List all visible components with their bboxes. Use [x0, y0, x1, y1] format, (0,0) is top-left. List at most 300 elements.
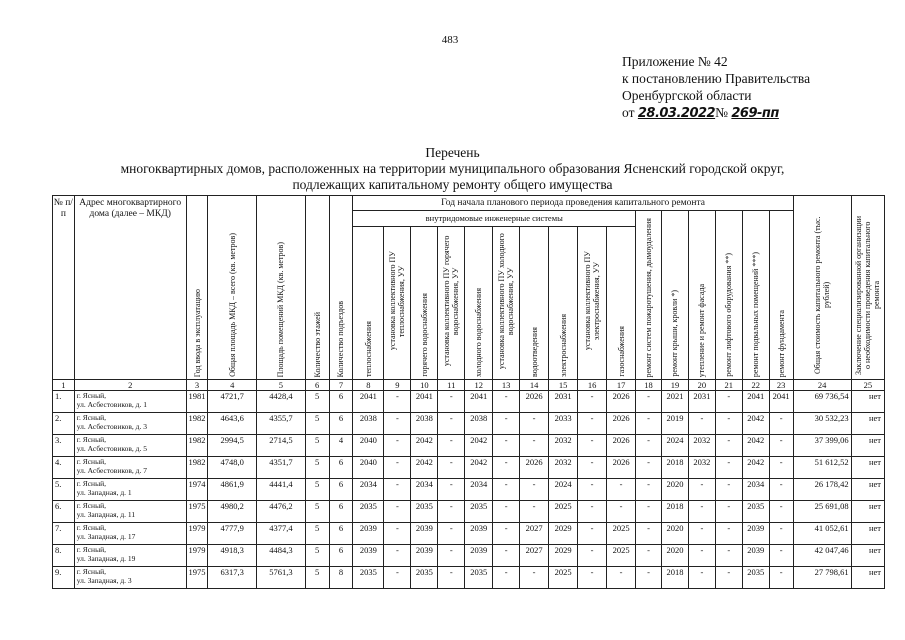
column-index: 9: [384, 380, 411, 391]
row-entrances: 6: [329, 391, 353, 413]
row-repair-year: 2035: [742, 567, 769, 589]
row-conclusion: нет: [851, 457, 884, 479]
row-conclusion: нет: [851, 391, 884, 413]
address-street: ул. Асбестовиков, д. 3: [76, 422, 147, 431]
row-repair-year: -: [715, 391, 742, 413]
row-repair-year: 2042: [742, 457, 769, 479]
row-repair-year: -: [493, 567, 520, 589]
row-number: 1.: [53, 391, 75, 413]
row-repair-year: 2033: [549, 413, 578, 435]
row-repair-year: -: [769, 457, 793, 479]
row-repair-year: 2034: [742, 479, 769, 501]
header-heating-meter: установка коллективного ПУ теплоснабжения, УУ: [384, 226, 411, 379]
row-total-area: 6317,3: [208, 567, 257, 589]
row-repair-year: -: [769, 501, 793, 523]
row-repair-year: -: [578, 501, 607, 523]
row-repair-year: -: [636, 413, 662, 435]
row-repair-year: 2035: [353, 501, 384, 523]
header-total-cost: Общая стоимость капитального ремонта (тыс. рублей): [793, 196, 851, 380]
header-gas: газоснабжения: [607, 226, 636, 379]
row-conclusion: нет: [851, 545, 884, 567]
column-index: 3: [186, 380, 208, 391]
row-total-area: 4918,3: [208, 545, 257, 567]
row-repair-year: -: [578, 457, 607, 479]
column-index: 18: [636, 380, 662, 391]
row-entrances: 6: [329, 457, 353, 479]
row-floors: 5: [305, 545, 329, 567]
row-repair-year: -: [715, 501, 742, 523]
row-repair-year: -: [636, 545, 662, 567]
header-facade: утепление и ремонт фасада: [688, 211, 715, 380]
row-repair-year: 2026: [520, 457, 549, 479]
row-entrances: 4: [329, 435, 353, 457]
row-number: 8.: [53, 545, 75, 567]
address-street: ул. Западная, д. 19: [76, 554, 136, 563]
row-repair-year: -: [384, 567, 411, 589]
address-street: ул. Асбестовиков, д. 7: [76, 466, 147, 475]
table-row: [53, 523, 885, 545]
row-repair-year: 2035: [465, 567, 493, 589]
row-repair-year: -: [688, 567, 715, 589]
row-premises-area: 5761,3: [257, 567, 306, 589]
row-repair-year: 2024: [661, 435, 688, 457]
row-premises-area: 4484,3: [257, 545, 306, 567]
header-roof: ремонт крыши, кровли *): [661, 211, 688, 380]
row-repair-year: -: [715, 567, 742, 589]
row-conclusion: нет: [851, 479, 884, 501]
row-repair-year: 2018: [661, 567, 688, 589]
row-year-built: 1975: [186, 501, 208, 523]
row-repair-year: -: [438, 413, 465, 435]
row-repair-year: 2035: [742, 501, 769, 523]
row-repair-year: 2029: [549, 523, 578, 545]
title-line-1: Перечень: [425, 145, 480, 160]
row-number: 4.: [53, 457, 75, 479]
row-year-built: 1982: [186, 435, 208, 457]
appendix-line-2: к постановлению Правительства: [622, 71, 811, 86]
row-repair-year: -: [607, 567, 636, 589]
header-sewerage: водоотведения: [520, 226, 549, 379]
column-index: 10: [411, 380, 438, 391]
row-repair-year: -: [769, 435, 793, 457]
appendix-line-1: Приложение № 42: [622, 54, 728, 69]
row-repair-year: -: [715, 457, 742, 479]
row-entrances: 8: [329, 567, 353, 589]
column-index: 17: [607, 380, 636, 391]
row-premises-area: 2714,5: [257, 435, 306, 457]
row-total-cost: 37 399,06: [793, 435, 851, 457]
column-index: 5: [257, 380, 306, 391]
row-total-cost: 27 798,61: [793, 567, 851, 589]
row-repair-year: -: [688, 501, 715, 523]
row-repair-year: 2042: [411, 457, 438, 479]
row-repair-year: 2032: [688, 435, 715, 457]
header-basement: ремонт подвальных помещений ***): [742, 211, 769, 380]
row-repair-year: -: [769, 567, 793, 589]
table-body: [53, 380, 885, 589]
header-engineering-group: внутридомовые инженерные системы: [353, 211, 636, 227]
row-repair-year: -: [493, 457, 520, 479]
row-number: 5.: [53, 479, 75, 501]
row-repair-year: -: [520, 501, 549, 523]
row-repair-year: -: [636, 391, 662, 413]
row-repair-year: -: [578, 391, 607, 413]
row-total-cost: 69 736,54: [793, 391, 851, 413]
row-repair-year: 2039: [465, 545, 493, 567]
row-repair-year: 2042: [742, 435, 769, 457]
row-repair-year: -: [636, 523, 662, 545]
row-repair-year: 2039: [411, 545, 438, 567]
row-repair-year: -: [715, 523, 742, 545]
row-repair-year: 2025: [607, 545, 636, 567]
row-floors: 5: [305, 523, 329, 545]
header-year-built: Год ввода в эксплуатацию: [186, 196, 208, 380]
row-repair-year: -: [715, 479, 742, 501]
appendix-line-3: Оренбургской области: [622, 88, 752, 103]
row-repair-year: 2039: [742, 545, 769, 567]
row-entrances: 6: [329, 479, 353, 501]
row-repair-year: -: [493, 413, 520, 435]
row-total-cost: 51 612,52: [793, 457, 851, 479]
row-repair-year: -: [636, 479, 662, 501]
row-repair-year: 2020: [661, 545, 688, 567]
row-address: [74, 413, 186, 435]
row-year-built: 1974: [186, 479, 208, 501]
row-repair-year: -: [688, 545, 715, 567]
row-year-built: 1982: [186, 457, 208, 479]
header-period-group: Год начала планового периода проведения капитального ремонта: [353, 196, 793, 211]
row-repair-year: -: [578, 567, 607, 589]
row-repair-year: -: [438, 391, 465, 413]
row-repair-year: -: [438, 435, 465, 457]
row-repair-year: -: [578, 413, 607, 435]
row-repair-year: 2042: [411, 435, 438, 457]
header-premises-area: Площадь помещений МКД (кв. метров): [257, 196, 306, 380]
column-index: 1: [53, 380, 75, 391]
appendix-from: от: [622, 105, 635, 120]
row-repair-year: -: [578, 435, 607, 457]
address-city: г. Ясный,: [76, 523, 107, 532]
row-repair-year: 2027: [520, 523, 549, 545]
appendix-line-4: [622, 104, 810, 122]
row-floors: 5: [305, 413, 329, 435]
column-index: 23: [769, 380, 793, 391]
address-street: ул. Западная, д. 17: [76, 532, 136, 541]
row-repair-year: 2042: [465, 457, 493, 479]
row-premises-area: 4355,7: [257, 413, 306, 435]
address-street: ул. Асбестовиков, д. 5: [76, 444, 147, 453]
houses-table: [52, 195, 885, 589]
row-total-area: 4643,6: [208, 413, 257, 435]
row-conclusion: нет: [851, 567, 884, 589]
row-repair-year: -: [520, 435, 549, 457]
row-repair-year: -: [607, 501, 636, 523]
row-repair-year: -: [578, 545, 607, 567]
header-cold-water-meter: установка коллективного ПУ холодного водоснабжения, УУ: [493, 226, 520, 379]
header-floors: Количество этажей: [305, 196, 329, 380]
row-repair-year: 2025: [549, 567, 578, 589]
address-city: г. Ясный,: [76, 457, 107, 466]
column-index: 19: [661, 380, 688, 391]
row-premises-area: 4351,7: [257, 457, 306, 479]
row-repair-year: -: [578, 523, 607, 545]
table-row: [53, 435, 885, 457]
row-total-area: 4721,7: [208, 391, 257, 413]
row-repair-year: 2031: [549, 391, 578, 413]
row-repair-year: 2018: [661, 501, 688, 523]
row-repair-year: -: [636, 567, 662, 589]
row-repair-year: 2020: [661, 523, 688, 545]
row-repair-year: 2041: [411, 391, 438, 413]
row-repair-year: -: [769, 523, 793, 545]
row-address: [74, 391, 186, 413]
row-premises-area: 4476,2: [257, 501, 306, 523]
table-row: [53, 545, 885, 567]
header-address: Адрес многоквартирного дома (далее – МКД): [74, 196, 186, 380]
row-repair-year: -: [493, 545, 520, 567]
header-electricity: электроснабжения: [549, 226, 578, 379]
row-repair-year: -: [688, 413, 715, 435]
table-row: [53, 479, 885, 501]
row-repair-year: 2034: [411, 479, 438, 501]
row-repair-year: -: [438, 523, 465, 545]
row-address: [74, 523, 186, 545]
row-repair-year: 2035: [411, 501, 438, 523]
row-repair-year: -: [688, 479, 715, 501]
column-index: 16: [578, 380, 607, 391]
row-repair-year: -: [769, 545, 793, 567]
row-repair-year: -: [384, 413, 411, 435]
address-city: г. Ясный,: [76, 567, 107, 576]
row-repair-year: -: [520, 567, 549, 589]
row-repair-year: -: [384, 501, 411, 523]
row-repair-year: 2018: [661, 457, 688, 479]
row-floors: 5: [305, 457, 329, 479]
row-repair-year: -: [493, 501, 520, 523]
header-entrances: Количество подъездов: [329, 196, 353, 380]
row-repair-year: -: [384, 479, 411, 501]
row-repair-year: 2035: [465, 501, 493, 523]
row-repair-year: 2026: [607, 413, 636, 435]
header-hot-water-meter: установка коллективного ПУ горячего водоснабжения, УУ: [438, 226, 465, 379]
row-repair-year: -: [715, 545, 742, 567]
row-repair-year: 2040: [353, 457, 384, 479]
row-repair-year: 2038: [411, 413, 438, 435]
address-city: г. Ясный,: [76, 391, 107, 400]
row-total-area: 4777,9: [208, 523, 257, 545]
row-repair-year: 2038: [353, 413, 384, 435]
row-repair-year: -: [384, 435, 411, 457]
row-year-built: 1982: [186, 413, 208, 435]
row-repair-year: -: [384, 545, 411, 567]
column-index: 21: [715, 380, 742, 391]
row-entrances: 6: [329, 501, 353, 523]
row-year-built: 1979: [186, 523, 208, 545]
handwritten-number: 269-пп: [731, 106, 779, 121]
row-repair-year: 2026: [520, 391, 549, 413]
page-number: 483: [441, 34, 459, 46]
row-repair-year: -: [769, 413, 793, 435]
column-index: 14: [520, 380, 549, 391]
column-index: 12: [465, 380, 493, 391]
table-row: [53, 567, 885, 589]
row-premises-area: 4377,4: [257, 523, 306, 545]
row-repair-year: 2041: [465, 391, 493, 413]
row-total-area: 4861,9: [208, 479, 257, 501]
row-repair-year: 2026: [607, 435, 636, 457]
address-street: ул. Западная, д. 3: [76, 576, 132, 585]
row-repair-year: 2031: [688, 391, 715, 413]
header-num: № п/п: [53, 196, 75, 380]
table-row: [53, 457, 885, 479]
row-repair-year: -: [715, 413, 742, 435]
row-total-cost: 25 691,08: [793, 501, 851, 523]
header-hot-water: горячего водоснабжения: [411, 226, 438, 379]
row-repair-year: 2039: [353, 545, 384, 567]
row-address: [74, 479, 186, 501]
row-entrances: 6: [329, 545, 353, 567]
row-conclusion: нет: [851, 501, 884, 523]
column-index: 24: [793, 380, 851, 391]
row-repair-year: 2039: [353, 523, 384, 545]
row-premises-area: 4441,4: [257, 479, 306, 501]
row-repair-year: -: [384, 523, 411, 545]
row-repair-year: -: [493, 479, 520, 501]
row-conclusion: нет: [851, 413, 884, 435]
row-repair-year: 2034: [465, 479, 493, 501]
row-entrances: 6: [329, 413, 353, 435]
row-repair-year: -: [578, 479, 607, 501]
row-repair-year: -: [438, 479, 465, 501]
address-street: ул. Западная, д. 11: [76, 510, 136, 519]
row-address: [74, 567, 186, 589]
table-row: [53, 413, 885, 435]
row-total-cost: 42 047,46: [793, 545, 851, 567]
row-repair-year: -: [438, 545, 465, 567]
address-city: г. Ясный,: [76, 435, 107, 444]
column-index: 6: [305, 380, 329, 391]
row-repair-year: 2041: [769, 391, 793, 413]
row-number: 9.: [53, 567, 75, 589]
row-repair-year: 2035: [353, 567, 384, 589]
row-repair-year: 2026: [607, 457, 636, 479]
address-street: ул. Асбестовиков, д. 1: [76, 400, 147, 409]
row-total-cost: 41 052,61: [793, 523, 851, 545]
row-repair-year: -: [438, 457, 465, 479]
row-floors: 5: [305, 501, 329, 523]
row-repair-year: 2019: [661, 413, 688, 435]
row-repair-year: -: [636, 457, 662, 479]
address-street: ул. Западная, д. 1: [76, 488, 132, 497]
row-repair-year: 2026: [607, 391, 636, 413]
header-heating: теплоснабжения: [353, 226, 384, 379]
header-electricity-meter: установка коллективного ПУ электроснабжения, УУ: [578, 226, 607, 379]
address-city: г. Ясный,: [76, 479, 107, 488]
row-total-area: 4748,0: [208, 457, 257, 479]
row-repair-year: -: [438, 501, 465, 523]
header-total-area: Общая площадь МКД – всего (кв. метров): [208, 196, 257, 380]
title-line-3: подлежащих капитальному ремонту общего имущества: [292, 177, 613, 192]
row-floors: 5: [305, 567, 329, 589]
column-index: 11: [438, 380, 465, 391]
row-year-built: 1979: [186, 545, 208, 567]
row-number: 7.: [53, 523, 75, 545]
row-entrances: 6: [329, 523, 353, 545]
row-repair-year: 2027: [520, 545, 549, 567]
row-number: 6.: [53, 501, 75, 523]
row-repair-year: -: [520, 413, 549, 435]
row-repair-year: 2041: [742, 391, 769, 413]
column-index: 7: [329, 380, 353, 391]
address-city: г. Ясный,: [76, 413, 107, 422]
row-repair-year: 2032: [688, 457, 715, 479]
row-repair-year: -: [438, 567, 465, 589]
row-number: 3.: [53, 435, 75, 457]
row-repair-year: -: [715, 435, 742, 457]
row-number: 2.: [53, 413, 75, 435]
row-repair-year: -: [493, 523, 520, 545]
address-city: г. Ясный,: [76, 501, 107, 510]
row-repair-year: 2024: [549, 479, 578, 501]
row-repair-year: -: [493, 435, 520, 457]
row-repair-year: 2032: [549, 457, 578, 479]
header-cold-water: холодного водоснабжения: [465, 226, 493, 379]
row-address: [74, 501, 186, 523]
row-repair-year: 2029: [549, 545, 578, 567]
row-repair-year: 2039: [465, 523, 493, 545]
column-index: 25: [851, 380, 884, 391]
column-index: 20: [688, 380, 715, 391]
row-repair-year: 2034: [353, 479, 384, 501]
header-conclusion: Заключение специализированной организации о необходимости проведения капитального ремонта: [851, 196, 884, 380]
handwritten-date: 28.03.2022: [637, 106, 716, 121]
row-repair-year: -: [493, 391, 520, 413]
table-row: [53, 391, 885, 413]
row-conclusion: нет: [851, 435, 884, 457]
appendix-block: [622, 53, 810, 122]
column-index: 22: [742, 380, 769, 391]
row-repair-year: -: [636, 501, 662, 523]
column-index: 13: [493, 380, 520, 391]
row-repair-year: -: [384, 457, 411, 479]
row-repair-year: 2041: [353, 391, 384, 413]
row-address: [74, 545, 186, 567]
row-total-cost: 26 178,42: [793, 479, 851, 501]
row-repair-year: -: [384, 391, 411, 413]
row-year-built: 1981: [186, 391, 208, 413]
row-repair-year: 2039: [742, 523, 769, 545]
row-repair-year: 2042: [742, 413, 769, 435]
row-total-cost: 30 532,23: [793, 413, 851, 435]
header-elevator: ремонт лифтового оборудования **): [715, 211, 742, 380]
header-fire-systems: ремонт систем пожаротушения, дымоудаления: [636, 211, 662, 380]
row-conclusion: нет: [851, 523, 884, 545]
row-repair-year: 2038: [465, 413, 493, 435]
row-repair-year: -: [636, 435, 662, 457]
row-total-area: 2994,5: [208, 435, 257, 457]
column-index: 15: [549, 380, 578, 391]
address-city: г. Ясный,: [76, 545, 107, 554]
row-address: [74, 457, 186, 479]
header-foundation: ремонт фундамента: [769, 211, 793, 380]
row-repair-year: -: [688, 523, 715, 545]
row-repair-year: 2035: [411, 567, 438, 589]
title-line-2: многоквартирных домов, расположенных на территории муниципального образования Ясненский городской округ,: [120, 161, 785, 176]
table-row: [53, 501, 885, 523]
row-floors: 5: [305, 435, 329, 457]
document-title: [0, 145, 905, 193]
column-index: 4: [208, 380, 257, 391]
